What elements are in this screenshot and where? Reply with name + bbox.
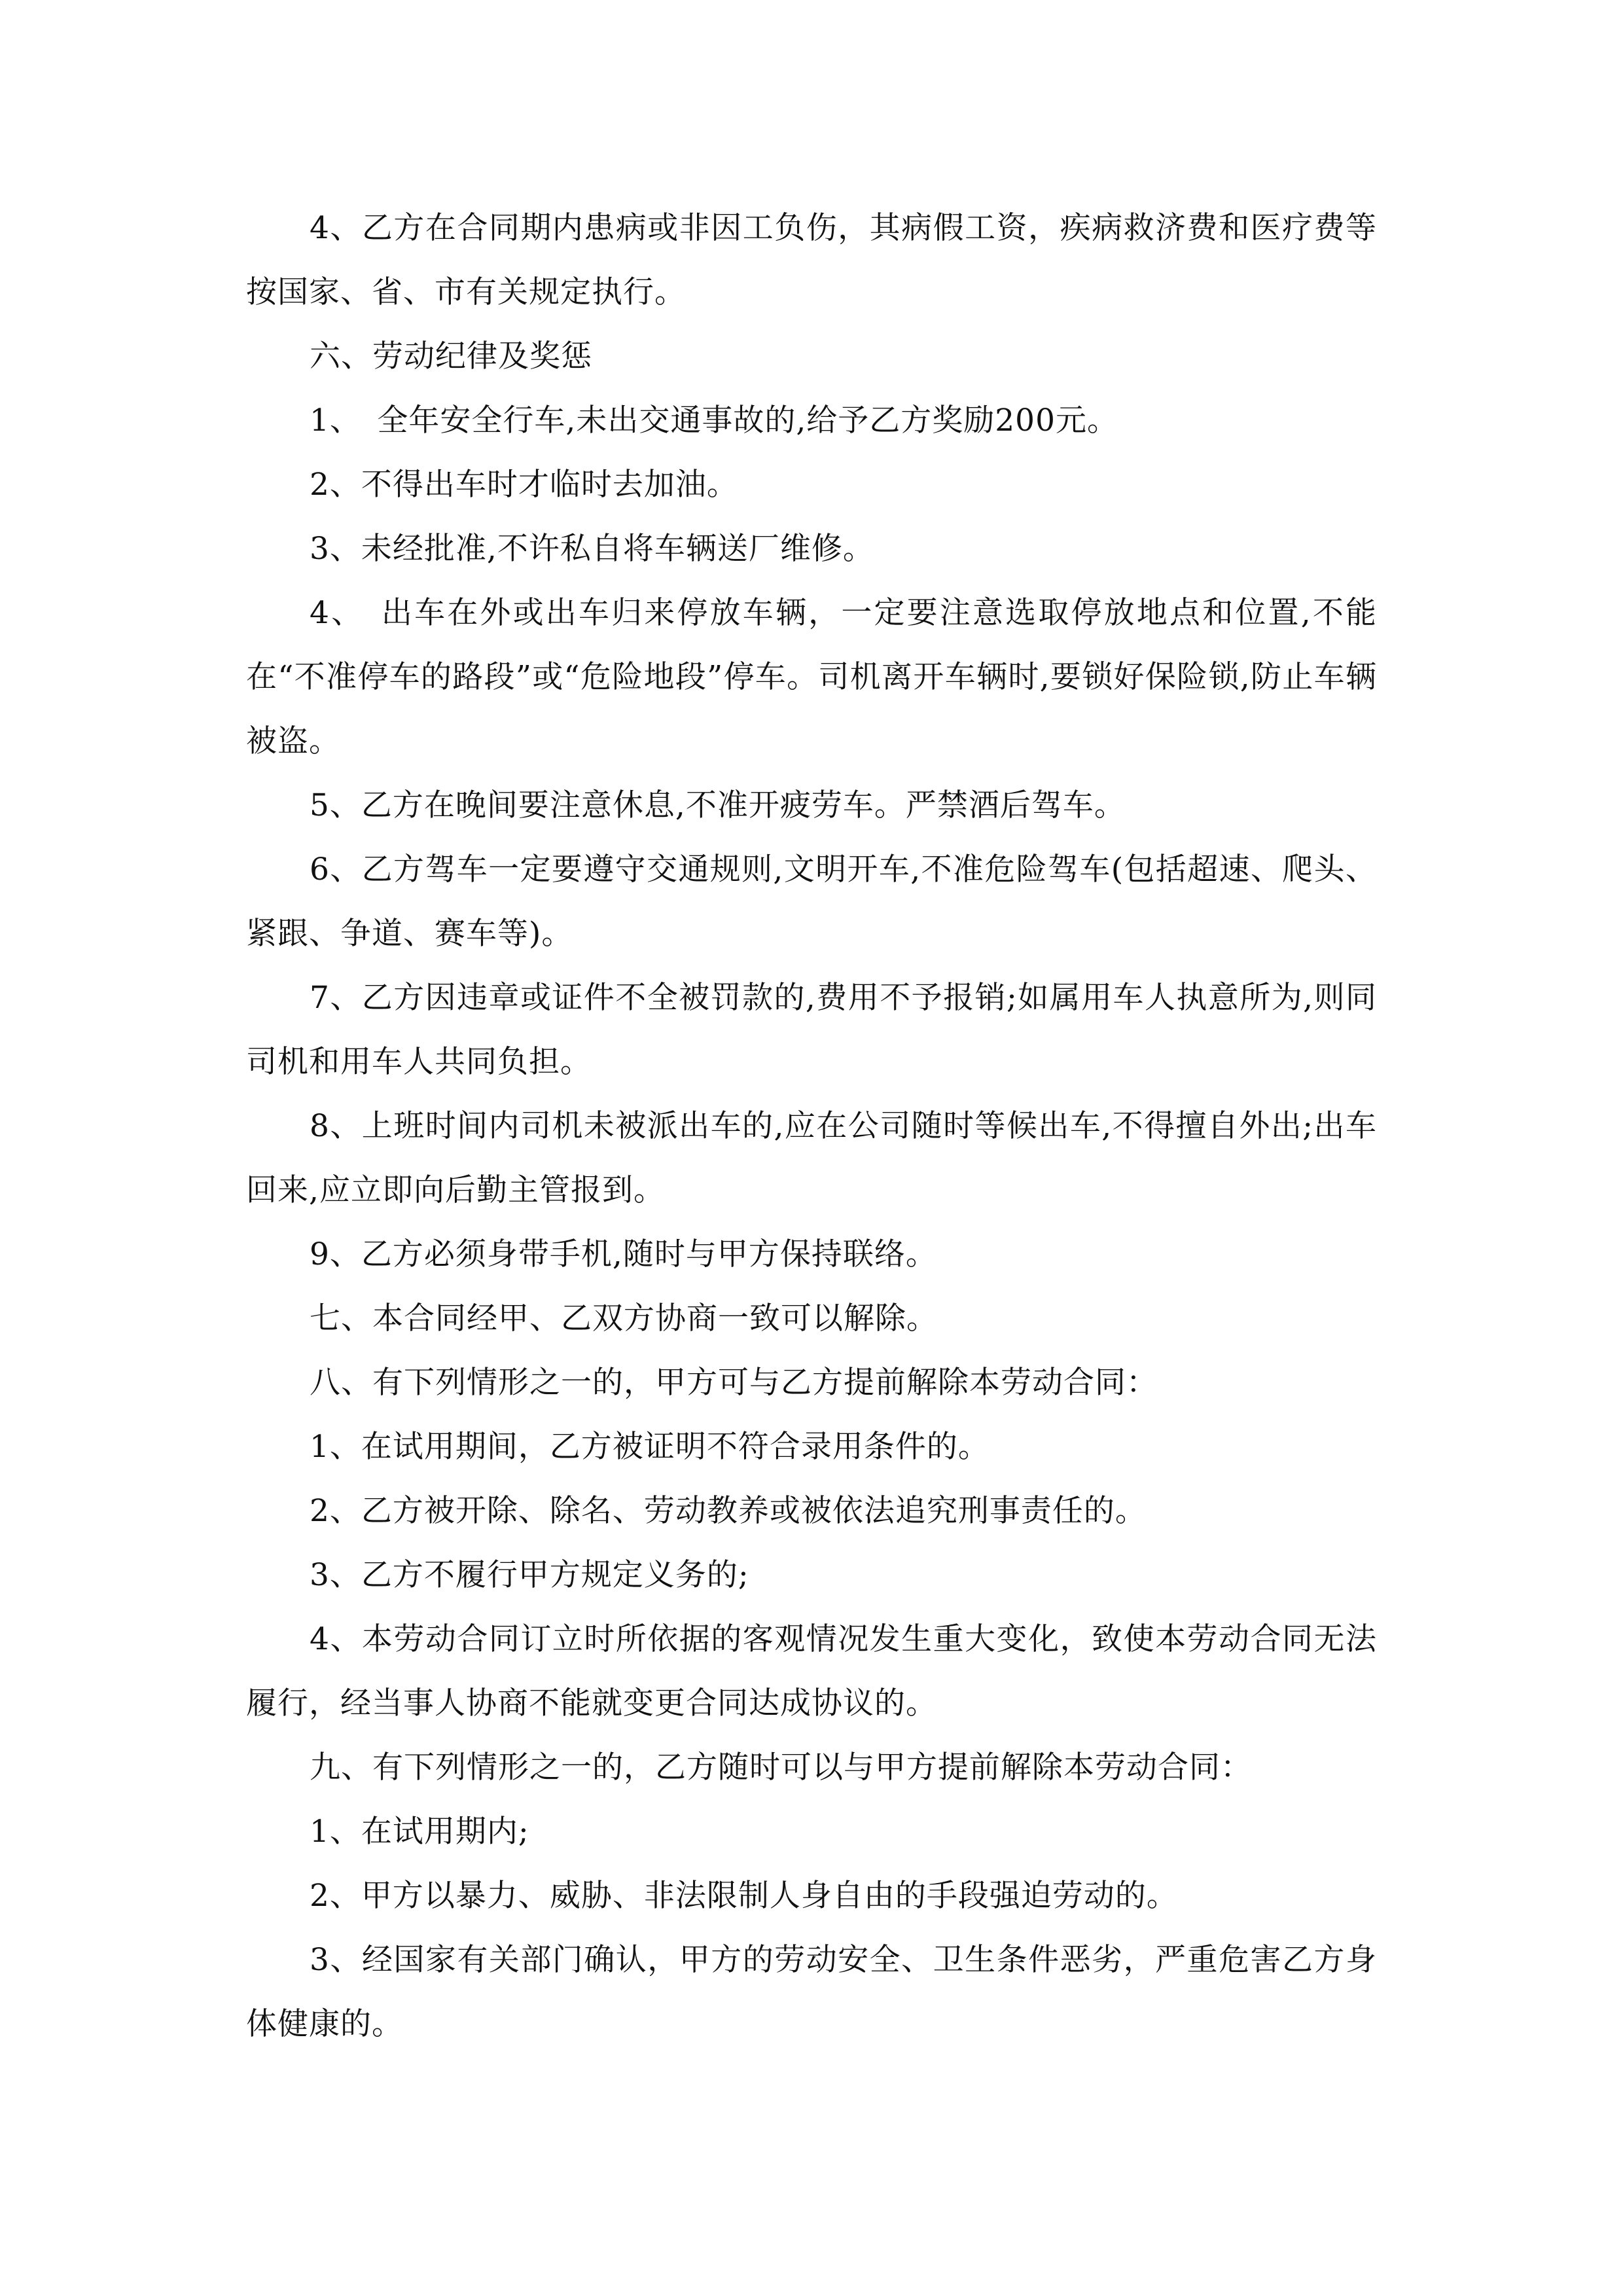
paragraph-traffic-rule: 6、乙方驾车一定要遵守交通规则,文明开车,不准危险驾车(包括超速、爬头、紧跟、争道、赛车等)。 [246, 852, 1377, 952]
paragraph-unsafe-conditions: 3、经国家有关部门确认，甲方的劳动安全、卫生条件恶劣，严重危害乙方身体健康的。 [246, 1942, 1377, 2042]
paragraph-safe-driving-reward: 1、 全年安全行车,未出交通事故的,给予乙方奖励200元。 [310, 403, 1118, 439]
paragraph-sick-leave: 4、乙方在合同期内患病或非因工负伤，其病假工资，疾病救济费和医疗费等按国家、省、市有关规定执行。 [246, 210, 1377, 310]
paragraph-refuel-rule: 2、不得出车时才临时去加油。 [310, 467, 738, 503]
paragraph-circumstance-change: 4、本劳动合同订立时所依据的客观情况发生重大变化，致使本劳动合同无法履行，经当事人协商不能就变更合同达成协议的。 [246, 1621, 1377, 1721]
paragraph-fine-rule: 7、乙方因违章或证件不全被罚款的,费用不予报销;如属用车人执意所为,则同司机和用车人共同负担。 [246, 980, 1377, 1080]
paragraph-repair-rule: 3、未经批准,不许私自将车辆送厂维修。 [310, 531, 874, 567]
document-body [246, 196, 1377, 2056]
paragraph-probation-unqualified: 1、在试用期间，乙方被证明不符合录用条件的。 [310, 1429, 990, 1465]
section-heading-employee-termination: 九、有下列情形之一的，乙方随时可以与甲方提前解除本劳动合同： [310, 1749, 1252, 1785]
paragraph-obligation-breach: 3、乙方不履行甲方规定义务的; [310, 1557, 749, 1593]
paragraph-parking-rule: 4、 出车在外或出车归来停放车辆，一定要注意选取停放地点和位置,不能在“不准停车的路段”或“危险地段”停车。司机离开车辆时,要锁好保险锁,防止车辆被盗。 [246, 595, 1377, 759]
section-heading-discipline: 六、劳动纪律及奖惩 [310, 338, 592, 374]
paragraph-fatigue-rule: 5、乙方在晚间要注意休息,不准开疲劳车。严禁酒后驾车。 [310, 787, 1126, 823]
paragraph-phone-rule: 9、乙方必须身带手机,随时与甲方保持联络。 [310, 1236, 937, 1272]
section-heading-mutual-termination: 七、本合同经甲、乙双方协商一致可以解除。 [310, 1300, 938, 1336]
paragraph-standby-rule: 8、上班时间内司机未被派出车的,应在公司随时等候出车,不得擅自外出;出车回来,应立即向后勤主管报到。 [246, 1108, 1377, 1208]
section-heading-employer-termination: 八、有下列情形之一的，甲方可与乙方提前解除本劳动合同： [310, 1365, 1158, 1401]
paragraph-dismissal: 2、乙方被开除、除名、劳动教养或被依法追究刑事责任的。 [310, 1493, 1147, 1529]
paragraph-probation-period: 1、在试用期内; [310, 1814, 529, 1850]
paragraph-forced-labor: 2、甲方以暴力、威胁、非法限制人身自由的手段强迫劳动的。 [310, 1878, 1178, 1914]
